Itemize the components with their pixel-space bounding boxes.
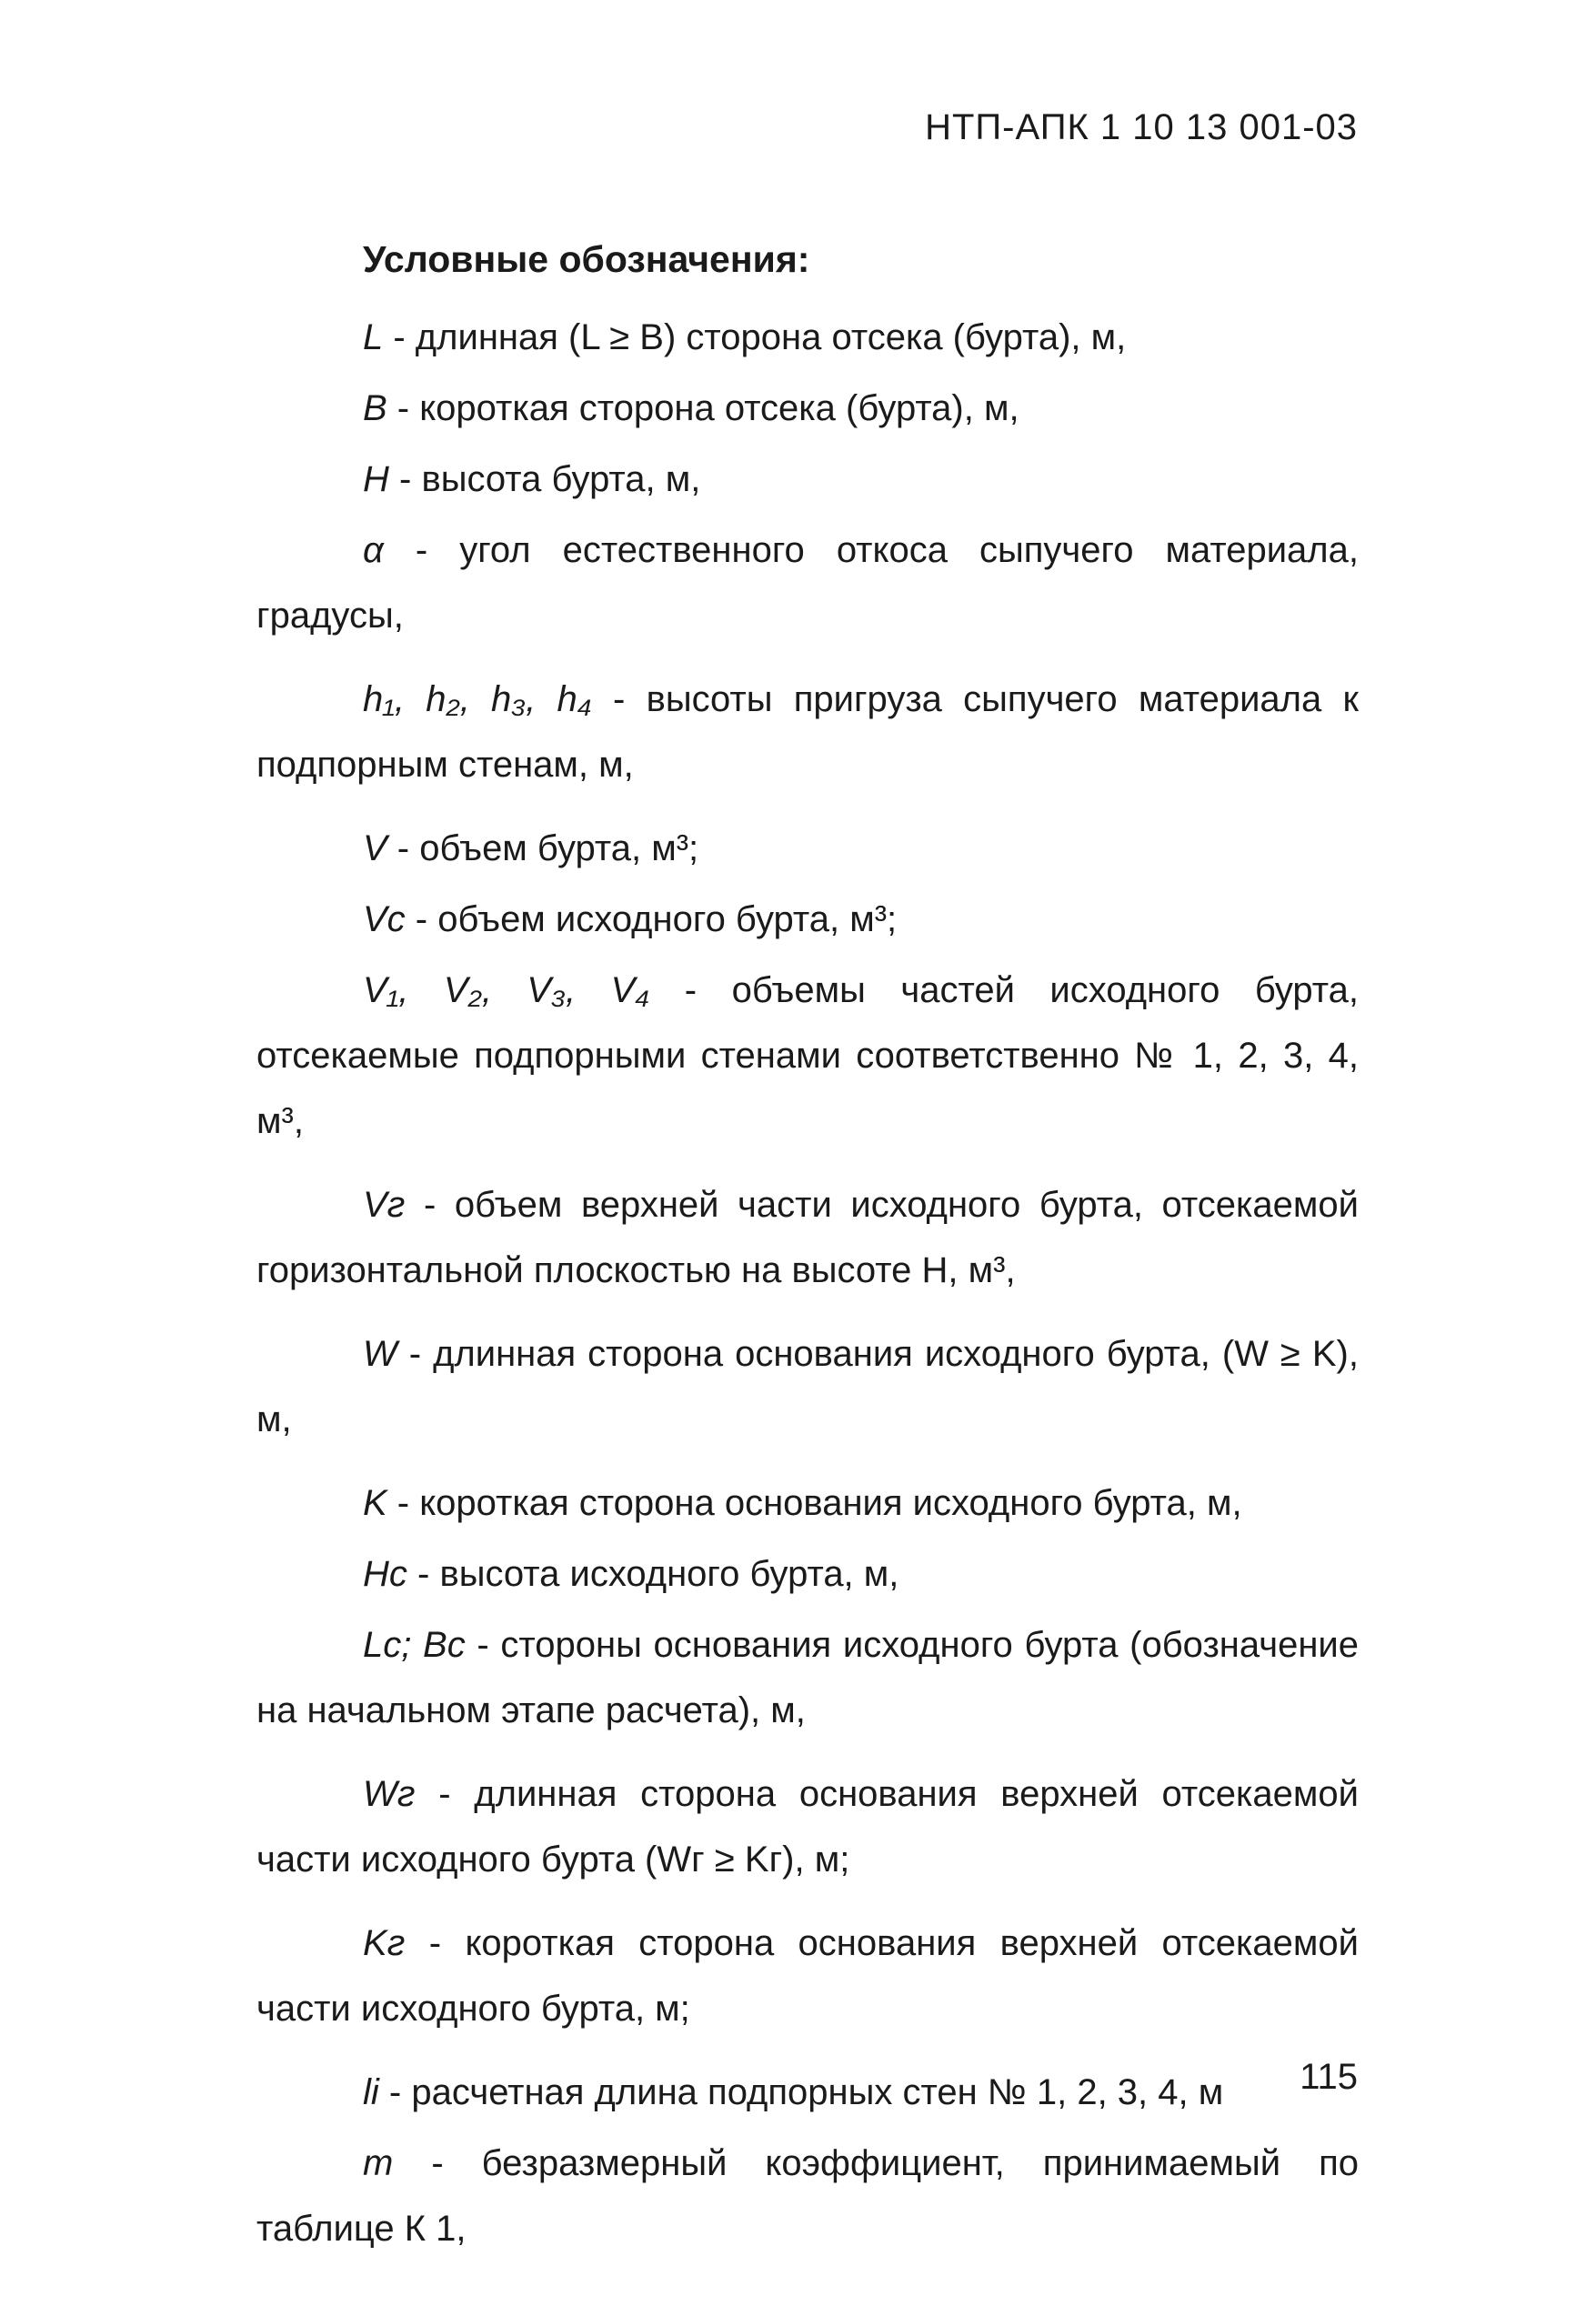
definition: - короткая сторона основания исходного бурта, м, — [386, 1482, 1242, 1523]
definition: - короткая сторона отсека (бурта), м, — [386, 387, 1019, 428]
definition: - расчетная длина подпорных стен № 1, 2, 3, 4, м — [378, 2071, 1224, 2112]
legend-entry-V — [256, 816, 1359, 881]
definition: - объем бурта, м³; — [386, 827, 699, 868]
definition: - объем верхней части исходного бурта, отсекаемой горизонтальной плоскостью на высоте H, м³, — [256, 1184, 1359, 1290]
page-number: 115 — [1300, 2057, 1358, 2097]
symbol: K — [363, 1482, 387, 1523]
symbol: H — [363, 458, 389, 499]
definition: - объем исходного бурта, м³; — [405, 898, 898, 939]
symbol: Vc — [363, 898, 406, 939]
legend-entry-alpha — [256, 517, 1359, 648]
definition: - безразмерный коэффициент, принимаемый по таблице К 1, — [256, 2142, 1359, 2249]
definition: - объемы частей исходного бурта, отсекаемые подпорными стенами соответственно № 1, 2, 3, 4, м³, — [256, 969, 1359, 1141]
symbol: W — [363, 1333, 397, 1374]
page-body — [256, 232, 1359, 2280]
symbol: V₁, V₂, V₃, V₄ — [363, 969, 650, 1010]
definition: - длинная (L ≥ B) сторона отсека (бурта), м, — [383, 316, 1127, 357]
symbol: α — [363, 529, 384, 570]
legend-entry-Kg — [256, 1910, 1359, 2041]
legend-entry-Vc — [256, 887, 1359, 952]
definition: - высота исходного бурта, м, — [407, 1553, 899, 1594]
symbol: Lc; Bc — [363, 1624, 466, 1665]
symbol: B — [363, 387, 387, 428]
symbol: Vг — [363, 1184, 406, 1225]
legend-entry-K — [256, 1470, 1359, 1536]
legend-entry-Lc-Bc — [256, 1612, 1359, 1743]
definition: - длинная сторона основания исходного бурта, (W ≥ K), м, — [256, 1333, 1359, 1439]
symbol: Kг — [363, 1922, 406, 1963]
symbol: L — [363, 316, 384, 357]
symbol: h₁, h₂, h₃, h₄ — [363, 678, 592, 719]
legend-entry-B — [256, 376, 1359, 441]
definition: - стороны основания исходного бурта (обозначение на начальном этапе расчета), м, — [256, 1624, 1360, 1730]
symbol: Wг — [363, 1773, 416, 1814]
running-header: НТП-АПК 1 10 13 001-03 — [925, 107, 1358, 147]
definition: - длинная сторона основания верхней отсекаемой части исходного бурта (Wг ≥ Kг), м; — [256, 1773, 1359, 1880]
legend-entry-m — [256, 2131, 1359, 2261]
legend-entry-Hc — [256, 1541, 1359, 1607]
symbol: li — [363, 2071, 379, 2112]
legend-entry-V1-4 — [256, 957, 1359, 1154]
legend-entry-W — [256, 1321, 1359, 1452]
symbol: Hc — [363, 1553, 407, 1594]
section-heading: Условные обозначения: — [363, 238, 810, 280]
definition: - высоты пригруза сыпучего материала к подпорным стенам, м, — [256, 678, 1359, 785]
legend-entry-li — [256, 2060, 1359, 2125]
legend-entry-h — [256, 667, 1359, 797]
legend-entry-Vg — [256, 1172, 1359, 1303]
definition: - высота бурта, м, — [388, 458, 701, 499]
definition: - угол естественного откоса сыпучего материала, градусы, — [256, 529, 1359, 636]
legend-entry-H — [256, 446, 1359, 512]
legend-entry-L — [256, 305, 1359, 370]
symbol: V — [363, 827, 387, 868]
definition: - короткая сторона основания верхней отсекаемой части исходного бурта, м; — [256, 1922, 1359, 2029]
symbol: m — [363, 2142, 394, 2183]
legend-entry-Wg — [256, 1761, 1359, 1892]
